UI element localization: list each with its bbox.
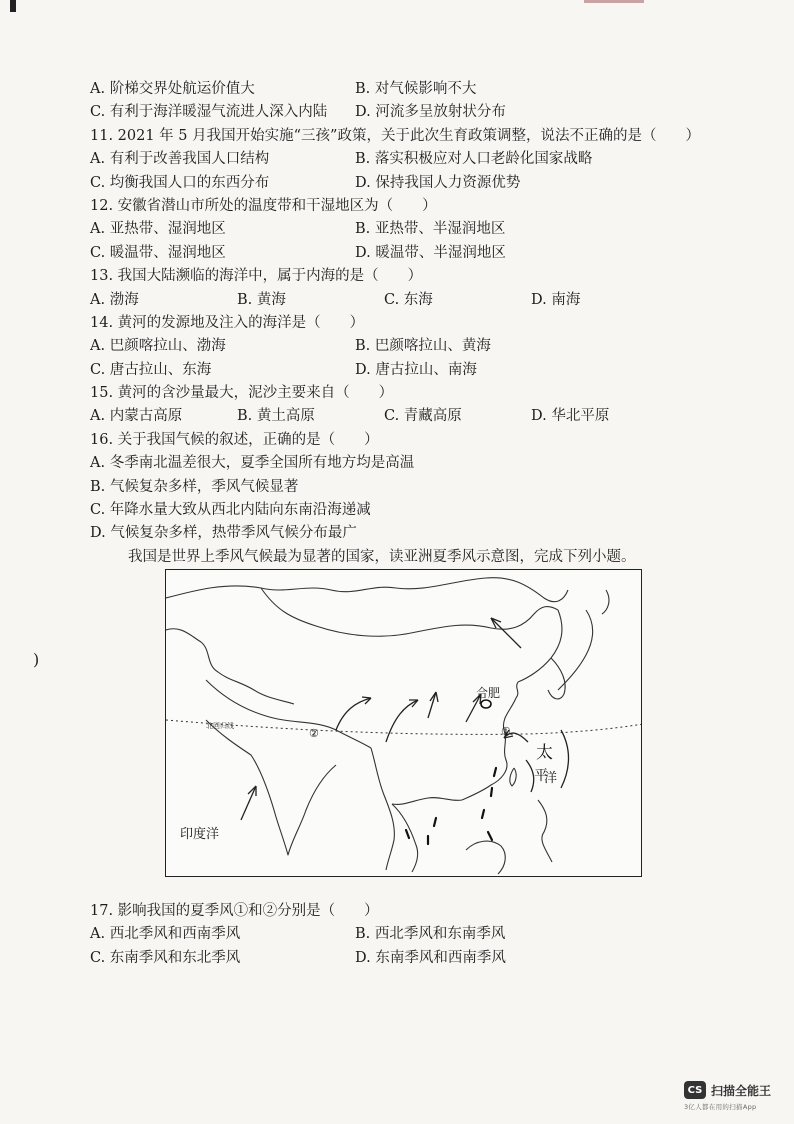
label-pacific-3: 洋 (544, 771, 558, 786)
option-b: B. 黄土高原 (237, 408, 315, 425)
india-coast (206, 720, 336, 855)
option-a: A. 渤海 (90, 291, 139, 308)
monsoon-arrows (241, 618, 569, 820)
question-11-stem: 11. 2021 年 5 月我国开始实施“三孩”政策，关于此次生育政策调整，说法不正确的是（ ） (90, 127, 700, 144)
taiwan (510, 768, 516, 786)
q10-option-row-1 (90, 78, 750, 101)
map-intro-text: 我国是世界上季风气候最为显著的国家，读亚洲夏季风示意图，完成下列小题。 (128, 548, 636, 565)
asia-summer-monsoon-map (165, 569, 642, 877)
question-11-options-2 (90, 172, 750, 195)
option-b: B. 气候复杂多样，季风气候显著 (90, 478, 299, 495)
option-d: D. 唐古拉山、南海 (355, 361, 477, 378)
japan-islands (558, 590, 609, 690)
himalaya-border (206, 680, 371, 748)
mongolia-border (261, 588, 558, 636)
scanner-name: 扫描全能王 (711, 1083, 772, 1098)
option-c: C. 均衡我国人口的东西分布 (90, 174, 270, 191)
option-b: B. 亚热带、半湿润地区 (355, 221, 506, 238)
scanner-tagline: 3亿人都在用的扫描App (684, 1103, 757, 1111)
question-13-stem: 13. 我国大陆濒临的海洋中，属于内海的是（ ） (90, 268, 423, 285)
option-a: A. 巴颜喀拉山、渤海 (90, 338, 226, 355)
label-pacific-1: 太 (536, 743, 553, 763)
korea-peninsula (548, 658, 565, 699)
question-11-options-1 (90, 148, 750, 171)
option-c: C. 有利于海洋暖湿气流进人深入内陆 (90, 104, 328, 121)
option-a: A. 有利于改善我国人口结构 (90, 151, 270, 168)
option-c: C. 青藏高原 (384, 408, 462, 425)
philippines (538, 800, 552, 862)
hefei-marker (481, 700, 491, 708)
question-16-stem: 16. 关于我国气候的叙述，正确的是（ ） (90, 431, 379, 448)
option-d: D. 保持我国人力资源优势 (355, 174, 521, 191)
question-14-options-2 (90, 359, 750, 382)
indochina-coast (371, 748, 394, 870)
map-drawing (166, 570, 642, 877)
option-c: C. 暖温带、湿润地区 (90, 244, 226, 261)
option-c: C. 东南季风和东北季风 (90, 949, 241, 966)
western-border (166, 629, 294, 704)
scan-smudge (584, 0, 644, 3)
label-marker-1: ① (501, 725, 511, 738)
option-b: B. 对气候影响不大 (355, 81, 477, 97)
scanner-watermark (684, 1081, 784, 1111)
question-17-stem: 17. 影响我国的夏季风①和②分别是（ ） (90, 903, 379, 919)
scan-edge-mark (10, 0, 16, 12)
option-d: D. 华北平原 (531, 408, 610, 425)
option-a: A. 亚热带、湿润地区 (90, 221, 226, 238)
option-c: C. 年降水量大致从西北内陆向东南沿海递减 (90, 502, 371, 519)
option-c: C. 东海 (384, 291, 433, 308)
option-b: B. 巴颜喀拉山、黄海 (355, 338, 491, 355)
q10-option-row-2 (90, 101, 750, 124)
option-d: D. 南海 (531, 291, 581, 308)
label-indian-ocean: 印度洋 (180, 827, 220, 842)
northern-border (166, 578, 568, 602)
question-15-options (90, 405, 750, 428)
question-13-options (90, 289, 750, 312)
option-d: D. 河流多呈放射状分布 (355, 104, 506, 121)
question-sheet (90, 78, 750, 569)
option-b: B. 落实积极应对人口老龄化国家战略 (355, 151, 593, 168)
option-b: B. 黄海 (237, 291, 286, 308)
label-tropic: 北回归线 (206, 722, 234, 730)
scanner-logo-icon: CS (684, 1081, 706, 1099)
option-d: D. 暖温带、半湿润地区 (355, 244, 506, 261)
option-a: A. 冬季南北温差很大，夏季全国所有地方均是高温 (90, 455, 415, 472)
option-a: A. 阶梯交界处航运价值大 (90, 81, 255, 97)
binding-hole-mark: ) (33, 650, 40, 669)
question-12-stem: 12. 安徽省潜山市所处的温度带和干湿地区为（ ） (90, 197, 437, 214)
option-a: A. 西北季风和西南季风 (90, 926, 241, 943)
south-sea-dashes (406, 768, 496, 844)
label-pacific-2: 平 (534, 768, 548, 784)
question-12-options-2 (90, 242, 750, 265)
question-17-options-1 (90, 923, 750, 946)
borneo-coast (466, 841, 505, 874)
china-south-coast (392, 798, 462, 805)
option-c: C. 唐古拉山、东海 (90, 361, 212, 378)
option-d: D. 气候复杂多样，热带季风气候分布最广 (90, 525, 357, 542)
question-14-stem: 14. 黄河的发源地及注入的海洋是（ ） (90, 314, 365, 331)
option-b: B. 西北季风和东南季风 (355, 926, 506, 943)
option-a: A. 内蒙古高原 (90, 408, 183, 425)
question-17-options-2 (90, 947, 750, 970)
tropic-of-cancer-line (166, 720, 642, 734)
question-17 (90, 900, 750, 970)
option-d: D. 东南季风和西南季风 (355, 949, 506, 966)
label-marker-2: ② (309, 727, 319, 740)
question-12-options-1 (90, 218, 750, 241)
indochina-coast-2 (392, 804, 418, 872)
question-14-options-1 (90, 335, 750, 358)
label-hefei: 合肥 (476, 686, 501, 700)
question-15-stem: 15. 黄河的含沙量最大，泥沙主要来自（ ） (90, 385, 394, 402)
